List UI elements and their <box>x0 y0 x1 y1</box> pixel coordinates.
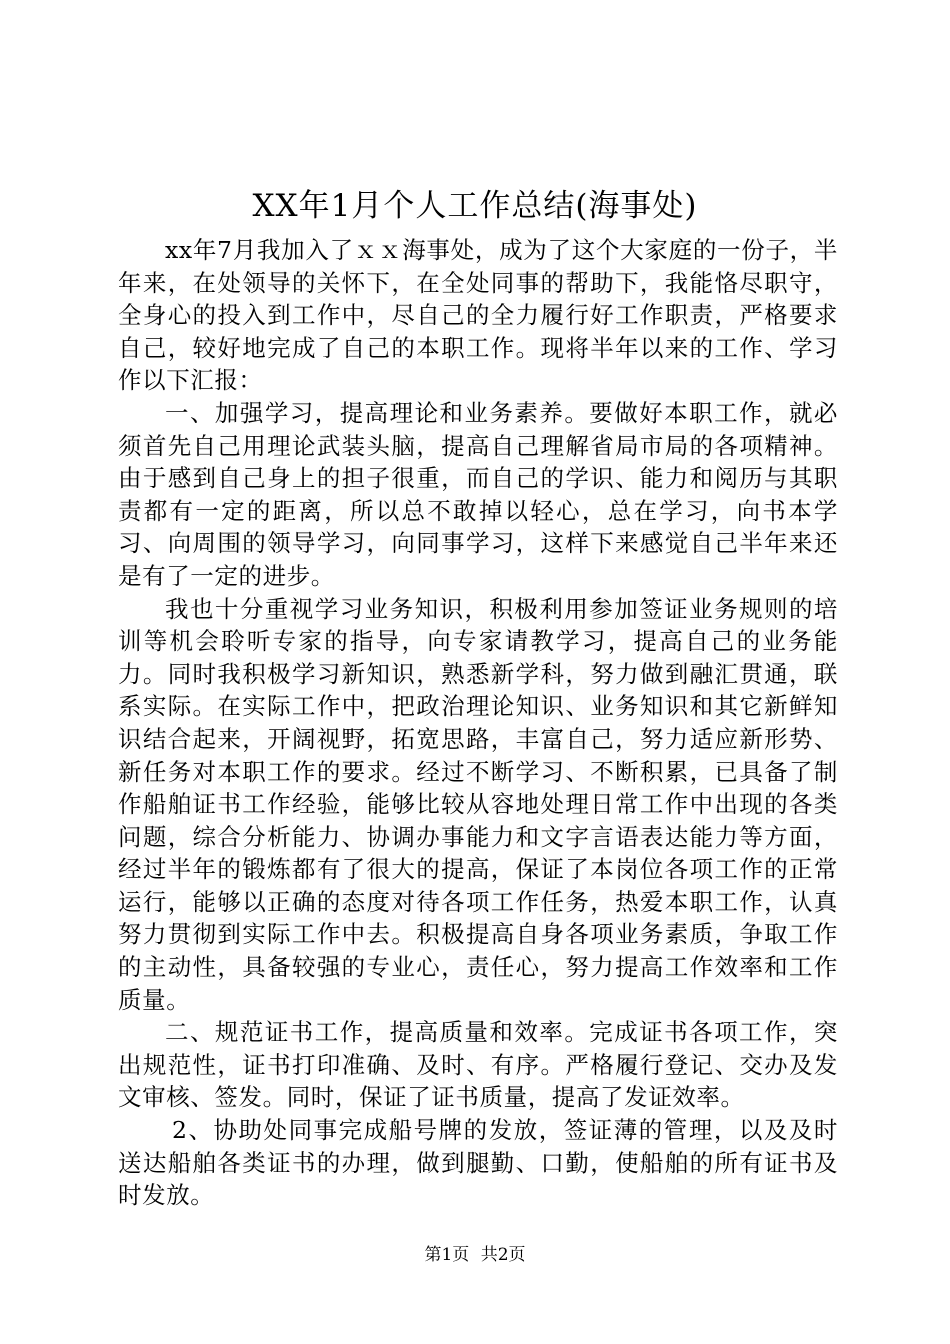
page-number: 第1页 <box>424 1245 470 1265</box>
page-total: 共2页 <box>480 1245 526 1265</box>
page-footer <box>0 1244 950 1266</box>
paragraph-item-2: 2、协助处同事完成船号牌的发放，签证薄的管理，以及及时送达船舶各类证书的办理，做到腿勤、口勤，使船舶的所有证书及时发放。 <box>118 1116 838 1210</box>
paragraph-business-study: 我也十分重视学习业务知识，积极利用参加签证业务规则的培训等机会聆听专家的指导，向专家请教学习，提高自己的业务能力。同时我积极学习新知识，熟悉新学科，努力做到融汇贯通，联系实际。在实际工作中，把政治理论知识、业务知识和其它新鲜知识结合起来，开阔视野，拓宽思路，丰富自己，努力适应新形势、新任务对本职工作的要求。经过不断学习、不断积累，已具备了制作船舶证书工作经验，能够比较从容地处理日常工作中出现的各类问题，综合分析能力、协调办事能力和文字言语表达能力等方面，经过半年的锻炼都有了很大的提高，保证了本岗位各项工作的正常运行，能够以正确的态度对待各项工作任务，热爱本职工作，认真努力贯彻到实际工作中去。积极提高自身各项业务素质，争取工作的主动性，具备较强的专业心，责任心，努力提高工作效率和工作质量。 <box>118 594 838 1014</box>
paragraph-section-2: 二、规范证书工作，提高质量和效率。完成证书各项工作，突出规范性，证书打印准确、及时、有序。严格履行登记、交办及发文审核、签发。同时，保证了证书质量，提高了发证效率。 <box>118 1018 838 1112</box>
document-title: XX年1月个人工作总结(海事处) <box>252 188 698 224</box>
paragraph-section-1: 一、加强学习，提高理论和业务素养。要做好本职工作，就必须首先自己用理论武装头脑，提高自己理解省局市局的各项精神。由于感到自己身上的担子很重，而自己的学识、能力和阅历与其职责都有一定的距离，所以总不敢掉以轻心，总在学习，向书本学习、向周围的领导学习，向同事学习，这样下来感觉自己半年来还是有了一定的进步。 <box>118 398 838 590</box>
paragraph-intro: xx年7月我加入了ｘｘ海事处，成为了这个大家庭的一份子，半年来，在处领导的关怀下，在全处同事的帮助下，我能恪尽职守，全身心的投入到工作中，尽自己的全力履行好工作职责，严格要求自己，较好地完成了自己的本职工作。现将半年以来的工作、学习作以下汇报： <box>118 236 838 395</box>
document-body <box>118 234 838 1212</box>
